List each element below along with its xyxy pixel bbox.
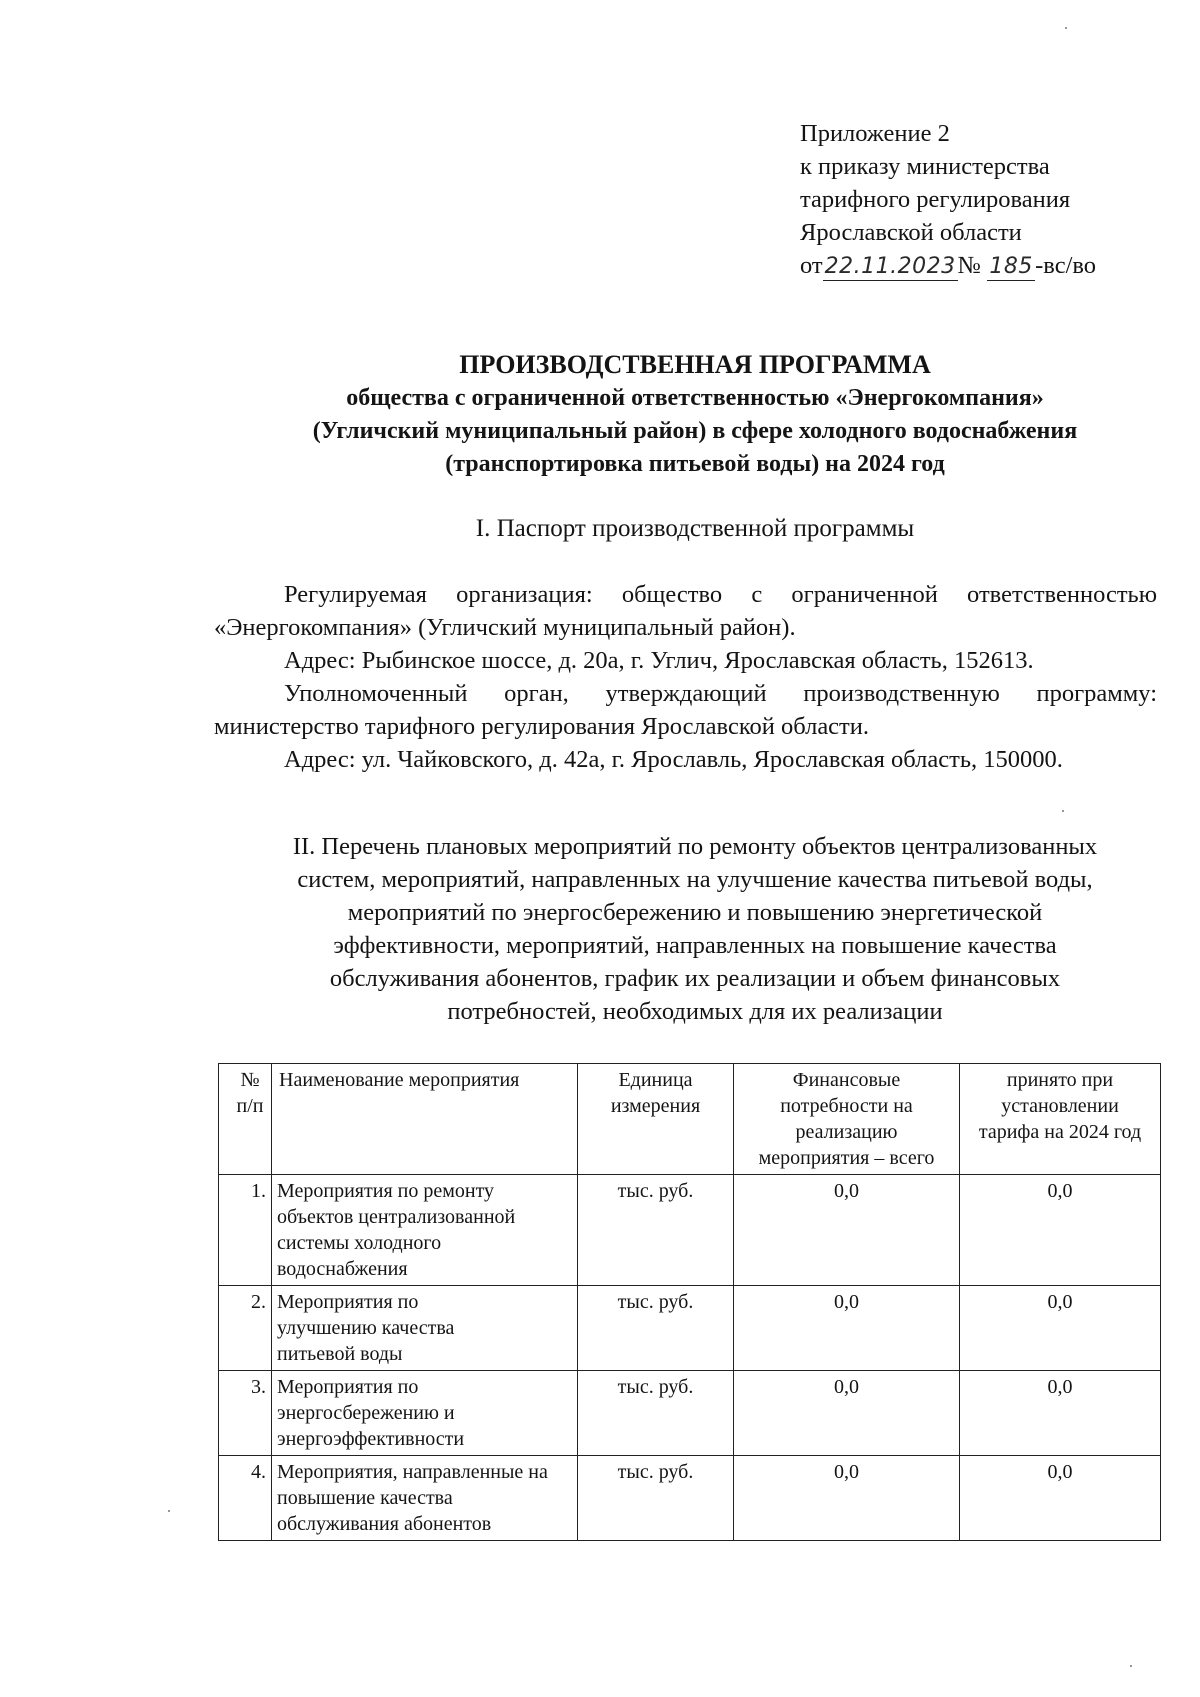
section2-line: потребностей, необходимых для их реализации: [447, 998, 943, 1025]
order-line: [800, 249, 1096, 282]
appendix-line: Приложение 2: [800, 120, 950, 147]
order-date-handwritten: 22.11.2023: [824, 254, 956, 279]
row-finance: 0,0: [734, 1286, 960, 1371]
appendix-block: [800, 117, 1096, 282]
row-name: Мероприятия, направленные на повышение качества обслуживания абонентов: [272, 1456, 578, 1541]
section2-line: II. Перечень плановых мероприятий по ремонту объектов централизованных: [292, 833, 1098, 860]
row-tariff: 0,0: [960, 1175, 1161, 1286]
title-line: общества с ограниченной ответственностью «Энергокомпания»: [346, 385, 1044, 411]
row-tariff: 0,0: [960, 1286, 1161, 1371]
row-finance: 0,0: [734, 1456, 960, 1541]
header-finance: Финансовые потребности на реализацию мероприятия – всего: [734, 1064, 960, 1175]
header-name: Наименование мероприятия: [272, 1064, 578, 1175]
table-row: [219, 1456, 1161, 1541]
row-unit: тыс. руб.: [578, 1371, 734, 1456]
order-prefix: от: [800, 252, 823, 279]
row-name: Мероприятия по энергосбережению и энергоэффективности: [272, 1371, 578, 1456]
row-tariff: 0,0: [960, 1456, 1161, 1541]
row-finance: 0,0: [734, 1371, 960, 1456]
section2-line: обслуживания абонентов, график их реализации и объем финансовых: [329, 965, 1061, 992]
row-tariff: 0,0: [960, 1371, 1161, 1456]
title-line: (Угличский муниципальный район) в сфере холодного водоснабжения: [312, 418, 1078, 444]
program-title: [210, 348, 1180, 481]
order-suffix: -вс/во: [1035, 252, 1097, 279]
row-num: 1.: [219, 1175, 272, 1286]
row-name: Мероприятия по ремонту объектов централизованной системы холодного водоснабжения: [272, 1175, 578, 1286]
header-num: № п/п: [219, 1064, 272, 1175]
row-num: 4.: [219, 1456, 272, 1541]
order-number-label: №: [957, 252, 981, 279]
row-unit: тыс. руб.: [578, 1456, 734, 1541]
row-finance: 0,0: [734, 1175, 960, 1286]
scan-speck: [168, 1510, 170, 1512]
row-num: 3.: [219, 1371, 272, 1456]
title-line: (транспортировка питьевой воды) на 2024 год: [445, 451, 945, 477]
scan-speck: [1062, 810, 1064, 812]
header-unit: Единица измерения: [578, 1064, 734, 1175]
order-number-handwritten: 185: [987, 254, 1035, 281]
passport-paragraph: Регулируемая организация: общество с ограниченной ответственностью «Энергокомпания» (Угличский муниципальный район).: [214, 581, 1157, 641]
measures-table: [218, 1063, 1161, 1541]
table-row: [219, 1175, 1161, 1286]
table-row: [219, 1286, 1161, 1371]
scan-speck: [1065, 27, 1067, 29]
passport-paragraph: Адрес: Рыбинское шоссе, д. 20а, г. Углич, Ярославская область, 152613.: [284, 647, 1034, 674]
appendix-line: Ярославской области: [800, 219, 1022, 246]
section2-line: мероприятий по энергосбережению и повышению энергетической: [347, 899, 1043, 926]
row-unit: тыс. руб.: [578, 1175, 734, 1286]
table-row: [219, 1371, 1161, 1456]
scan-speck: [1130, 1665, 1132, 1667]
section2-line: систем, мероприятий, направленных на улучшение качества питьевой воды,: [297, 866, 1093, 893]
row-num: 2.: [219, 1286, 272, 1371]
header-tariff: принято при установлении тарифа на 2024 год: [960, 1064, 1161, 1175]
section2-heading: [205, 830, 1185, 1028]
section2-line: эффективности, мероприятий, направленных на повышение качества: [333, 932, 1057, 959]
appendix-line: тарифного регулирования: [800, 186, 1071, 213]
row-name: Мероприятия по улучшению качества питьевой воды: [272, 1286, 578, 1371]
section1-heading: I. Паспорт производственной программы: [475, 515, 915, 542]
passport-paragraph: Адрес: ул. Чайковского, д. 42а, г. Ярославль, Ярославская область, 150000.: [284, 746, 1063, 773]
title-main: ПРОИЗВОДСТВЕННАЯ ПРОГРАММА: [459, 350, 931, 379]
table-header-row: [219, 1064, 1161, 1175]
appendix-line: к приказу министерства: [800, 153, 1050, 180]
row-unit: тыс. руб.: [578, 1286, 734, 1371]
passport-text: [214, 578, 1157, 776]
passport-paragraph: Уполномоченный орган, утверждающий производственную программу: министерство тарифного регулирования Ярославской области.: [214, 680, 1157, 740]
